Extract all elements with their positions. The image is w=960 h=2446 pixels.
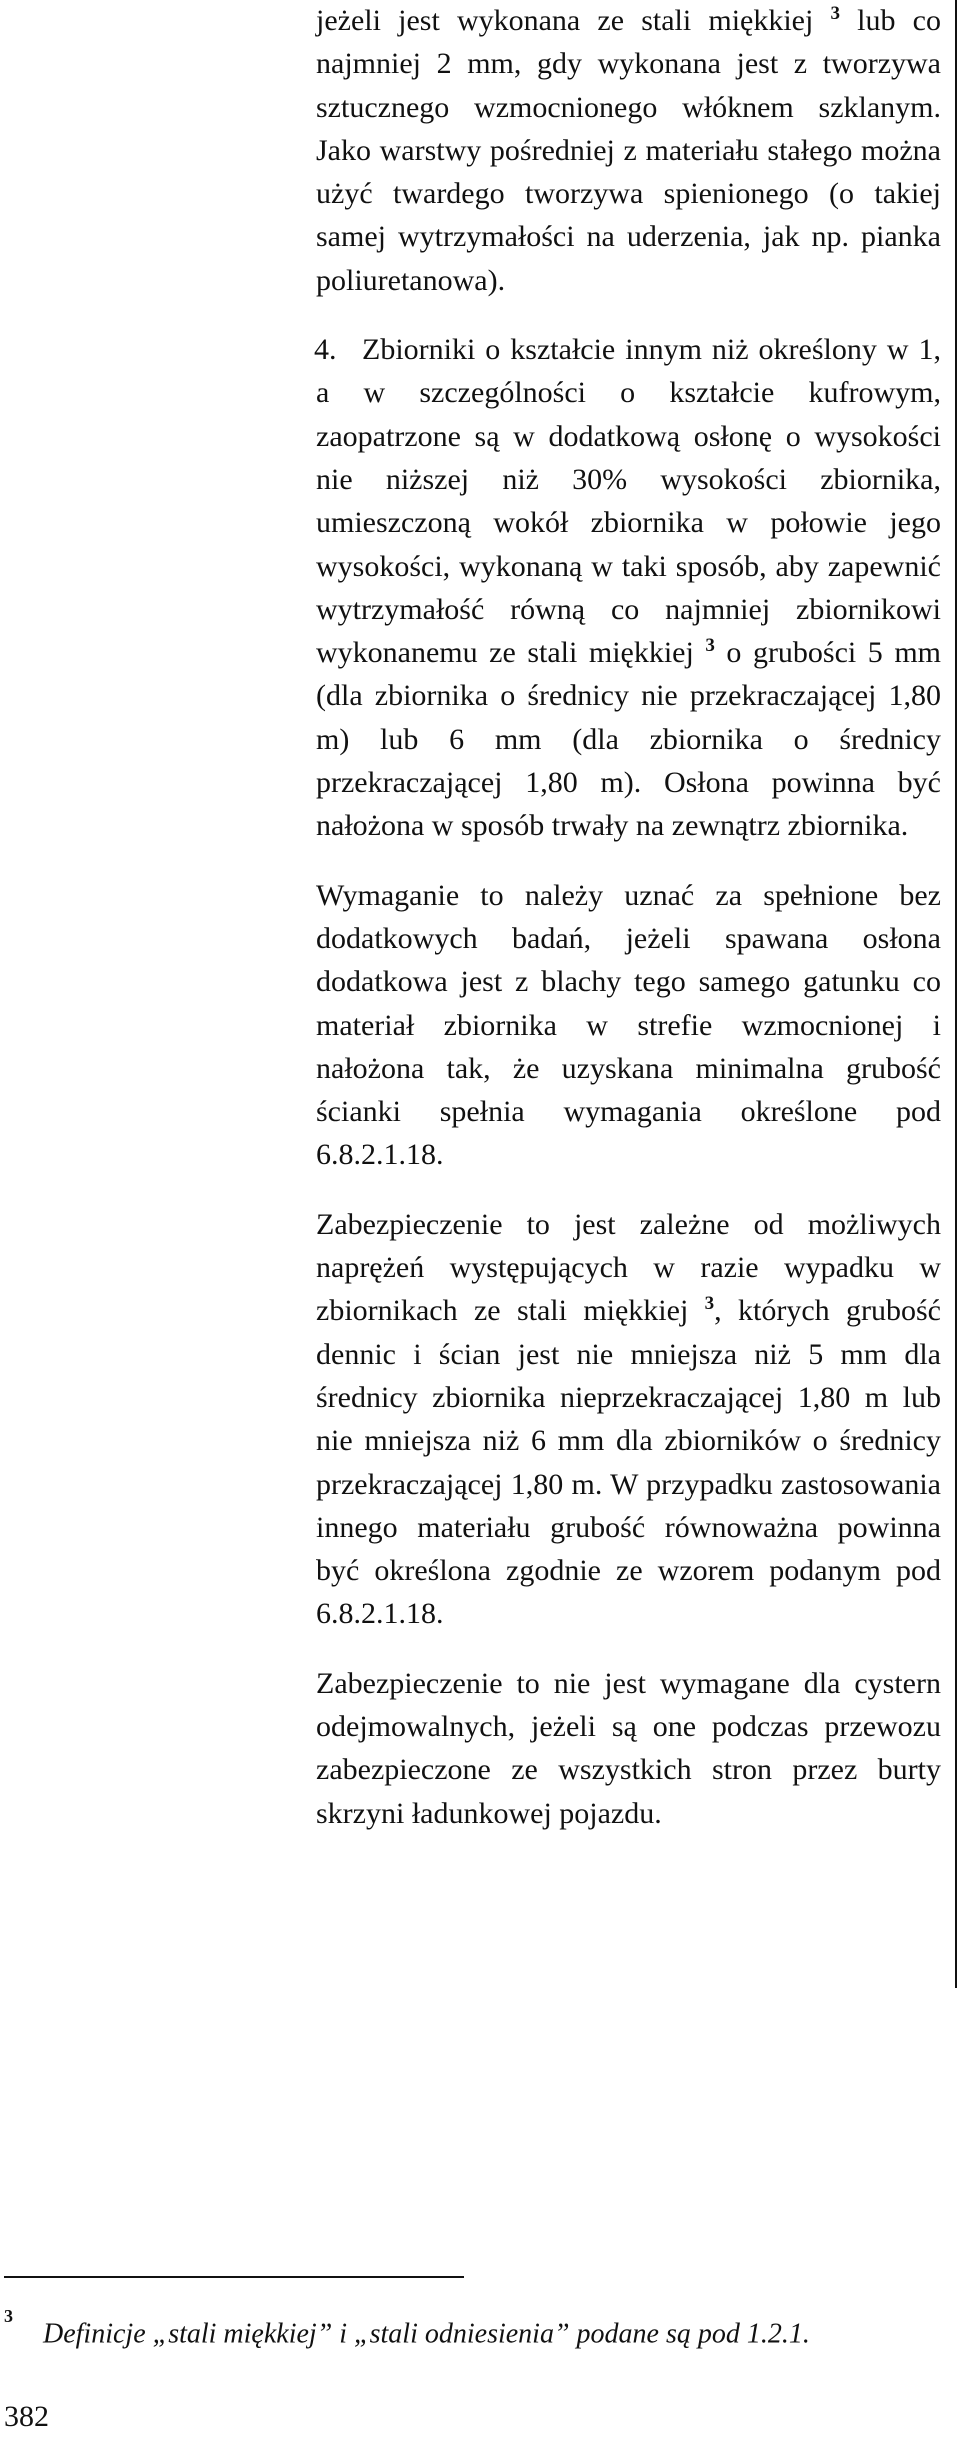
footnote-ref[interactable]: 3 xyxy=(705,635,715,657)
paragraph-continuation xyxy=(316,0,941,302)
paragraph: Wymaganie to należy uznać za spełnione bez dodatkowych badań, jeżeli spawana osłona dodatkowa jest z blachy tego samego gatunku co materiał zbiornika w strefie wzmocnionej i nałożona tak, że uzyskana minimalna grubość ścianki spełnia wymagania określone pod 6.8.2.1.18. xyxy=(316,878,941,1172)
list-item-4 xyxy=(316,328,941,848)
text-run: jeżeli jest wykonana ze stali miękkiej xyxy=(316,4,831,37)
page-number: 382 xyxy=(4,2400,49,2433)
margin-change-bar xyxy=(955,0,957,1988)
text-run: Zbiorniki o kształcie innym niż określony w 1, a w szczególności o kształcie kufrowym, zaopatrzone są w dodatkową osłonę o wysokości nie niższej niż 30% wysokości zbiornika, umieszczoną wokół zbiornika w połowie jego wysokości, wykonaną w taki sposób, aby zapewnić wytrzymałość równą co najmniej zbiornikowi wykonanemu ze stali miękkiej xyxy=(316,333,941,670)
text-run: , których grubość dennic i ścian jest nie mniejsza niż 5 mm dla średnicy zbiornika nieprzekraczającej 1,80 m lub nie mniejsza niż 6 mm dla zbiorników o średnicy przekraczającej 1,80 m. W przypadku zastosowania innego materiału grubość równoważna powinna być określona zgodnie ze wzorem podanym pod 6.8.2.1.18. xyxy=(316,1294,942,1631)
text-column xyxy=(316,0,941,1835)
list-item-number: 4. xyxy=(314,333,337,367)
text-run: o grubości 5 mm (dla zbiornika o średnicy nie przekraczającej 1,80 m) lub 6 mm (dla zbiornika o średnicy przekraczającej 1,80 m). Osłona powinna być nałożona w sposób trwały na zewnątrz zbiornika. xyxy=(316,636,941,843)
paragraph xyxy=(316,1203,941,1636)
footnote xyxy=(4,2308,944,2352)
footnote-ref[interactable]: 3 xyxy=(704,1293,715,1315)
footnote-separator xyxy=(4,2276,464,2278)
text-run: Zabezpieczenie to jest zależne od możliwych naprężeń występujących w razie wypadku w zbiornikach ze stali miękkiej xyxy=(316,1207,941,1328)
text-run: lub co najmniej 2 mm, gdy wykonana jest z tworzywa sztucznego wzmocnionego włóknem szklanym. Jako warstwy pośredniej z materiału stałego można użyć twardego tworzywa spienionego (o takiej samej wytrzymałości na uderzenia, jak np. pianka poliuretanowa). xyxy=(316,4,941,297)
paragraph: Zabezpieczenie to nie jest wymagane dla cystern odejmowalnych, jeżeli są one podczas przewozu zabezpieczone ze wszystkich stron przez burty skrzyni ładunkowej pojazdu. xyxy=(316,1666,941,1830)
footnote-text: Definicje „stali miękkiej” i „stali odniesienia” podane są pod 1.2.1. xyxy=(43,2318,810,2350)
footnote-marker: 3 xyxy=(4,2306,13,2326)
footnote-ref[interactable]: 3 xyxy=(830,3,840,24)
